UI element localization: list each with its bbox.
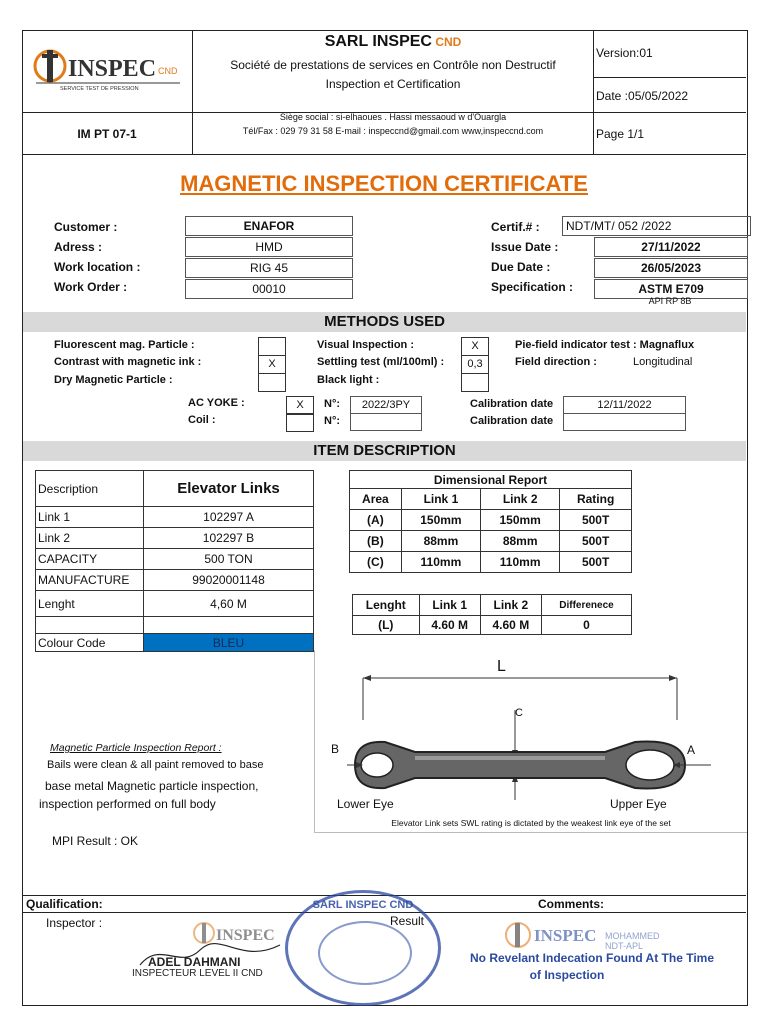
length-cell: 4.60 M bbox=[419, 616, 480, 635]
dimensional-table bbox=[349, 470, 632, 573]
dimensional-title: Dimensional Report bbox=[350, 471, 632, 489]
signer-title: INSPECTEUR LEVEL II CND bbox=[132, 968, 263, 979]
dimensional-cell: 88mm bbox=[481, 531, 560, 552]
dimensional-cell: (C) bbox=[350, 552, 402, 573]
report-title: Magnetic Particle Inspection Report : bbox=[50, 742, 222, 754]
length-header: Lenght bbox=[353, 595, 420, 616]
settling-test-value[interactable]: 0,3 bbox=[461, 355, 489, 374]
dimensional-header: Link 2 bbox=[481, 489, 560, 510]
length-cell: (L) bbox=[353, 616, 420, 635]
item-row-label: Colour Code bbox=[36, 634, 144, 652]
fluorescent-checkbox[interactable] bbox=[258, 337, 286, 356]
issue-date-value: 27/11/2022 bbox=[594, 237, 748, 257]
report-line-3: inspection performed on full body bbox=[39, 797, 216, 811]
item-row-value: BLEU bbox=[144, 634, 314, 652]
company-logo bbox=[30, 36, 185, 98]
item-row bbox=[36, 570, 314, 591]
item-row-value bbox=[144, 617, 314, 634]
adress-label: Adress : bbox=[54, 240, 103, 254]
company-address: Siège social : si-elhaoues . Hassi messaoud w d'Ouargla bbox=[279, 112, 507, 122]
item-row-value: 4,60 M bbox=[144, 591, 314, 617]
dimensional-cell: 150mm bbox=[401, 510, 480, 531]
dimensional-cell: (B) bbox=[350, 531, 402, 552]
dry-particle-label: Dry Magnetic Particle : bbox=[54, 374, 173, 386]
visual-inspection-checkbox[interactable]: X bbox=[461, 337, 489, 356]
contrast-label: Contrast with magnetic ink : bbox=[54, 356, 202, 368]
item-row-label: MANUFACTURE bbox=[36, 570, 144, 591]
visual-inspection-label: Visual Inspection : bbox=[317, 339, 414, 351]
settling-test-label: Settling test (ml/100ml) : bbox=[317, 356, 445, 368]
item-row bbox=[36, 634, 314, 652]
dimensional-row bbox=[350, 552, 632, 573]
item-section-bar bbox=[23, 441, 746, 461]
calibration-label-1: Calibration date bbox=[470, 398, 554, 410]
n-label-1: N°: bbox=[324, 398, 341, 410]
lower-eye-label: Lower Eye bbox=[337, 797, 394, 811]
specification-value-2: API RP 8B bbox=[648, 296, 692, 306]
length-header: Link 2 bbox=[480, 595, 541, 616]
item-row-value: 102297 B bbox=[144, 528, 314, 549]
ac-yoke-label: AC YOKE : bbox=[188, 397, 245, 409]
item-row bbox=[36, 528, 314, 549]
certif-value: NDT/MT/ 052 /2022 bbox=[562, 216, 751, 236]
length-cell: 4.60 M bbox=[480, 616, 541, 635]
issue-date-label: Issue Date : bbox=[491, 240, 559, 254]
item-row bbox=[36, 471, 314, 507]
methods-title: METHODS USED bbox=[324, 313, 445, 330]
methods-section-bar bbox=[23, 312, 746, 332]
report-line-1: Bails were clean & all paint removed to base bbox=[47, 759, 264, 771]
mpi-result: MPI Result : OK bbox=[52, 834, 139, 848]
inspector-label: Inspector : bbox=[46, 916, 103, 930]
dimensional-cell: (A) bbox=[350, 510, 402, 531]
dimensional-cell: 500T bbox=[560, 552, 632, 573]
due-date-value: 26/05/2023 bbox=[594, 258, 748, 278]
company-suffix: CND bbox=[435, 35, 462, 49]
item-row-value: 99020001148 bbox=[144, 570, 314, 591]
fluorescent-label: Fluorescent mag. Particle : bbox=[54, 339, 195, 351]
dimensional-cell: 500T bbox=[560, 531, 632, 552]
item-row-label: Description bbox=[36, 471, 144, 507]
calibration-label-2: Calibration date bbox=[470, 415, 554, 427]
item-row-label: Link 1 bbox=[36, 507, 144, 528]
length-header: Differenece bbox=[541, 595, 631, 616]
dimensional-header: Link 1 bbox=[401, 489, 480, 510]
item-description-table bbox=[35, 470, 314, 652]
company-contact: Tél/Fax : 029 79 31 58 E-mail : inspeccnd@gmail.com www,inspeccnd.com bbox=[242, 126, 544, 136]
comment-line-1: No Revelant Indecation Found At The Time bbox=[469, 951, 715, 965]
result-label: Result bbox=[390, 914, 425, 928]
inspector-signature bbox=[130, 935, 290, 975]
adress-value: HMD bbox=[185, 237, 353, 257]
dimensional-cell: 110mm bbox=[401, 552, 480, 573]
item-row-value: Elevator Links bbox=[144, 471, 314, 507]
company-round-stamp bbox=[285, 890, 441, 1006]
item-title: ITEM DESCRIPTION bbox=[313, 442, 456, 459]
svg-text:INSPEC: INSPEC bbox=[216, 927, 275, 944]
header-divider-version bbox=[593, 77, 746, 78]
report-line-2: base metal Magnetic particle inspection, bbox=[45, 779, 259, 793]
doc-code: IM PT 07-1 bbox=[77, 127, 137, 141]
length-table bbox=[352, 594, 632, 635]
customer-value: ENAFOR bbox=[185, 216, 353, 236]
work-location-value: RIG 45 bbox=[185, 258, 353, 278]
diagram-caption: Elevator Link sets SWL rating is dictated by the weakest link eye of the set bbox=[391, 818, 671, 828]
customer-label: Customer : bbox=[54, 220, 118, 234]
calibration-value-2 bbox=[563, 413, 686, 431]
length-cell: 0 bbox=[541, 616, 631, 635]
coil-label: Coil : bbox=[188, 414, 216, 426]
item-row-label: Lenght bbox=[36, 591, 144, 617]
upper-eye-label: Upper Eye bbox=[610, 797, 667, 811]
item-row bbox=[36, 507, 314, 528]
work-order-value: 00010 bbox=[185, 279, 353, 299]
company-tagline-1: Société de prestations de services en Contrôle non Destructif bbox=[230, 58, 556, 72]
dimensional-header: Area bbox=[350, 489, 402, 510]
certificate-title bbox=[22, 171, 746, 197]
dimensional-row bbox=[350, 531, 632, 552]
item-row bbox=[36, 591, 314, 617]
field-direction-label: Field direction : bbox=[515, 356, 597, 368]
item-row-value: 500 TON bbox=[144, 549, 314, 570]
work-order-label: Work Order : bbox=[54, 280, 128, 294]
dimensional-cell: 110mm bbox=[481, 552, 560, 573]
item-row-value: 102297 A bbox=[144, 507, 314, 528]
due-date-label: Due Date : bbox=[491, 260, 551, 274]
version-label: Version:01 bbox=[596, 46, 653, 60]
page-number: Page 1/1 bbox=[596, 127, 645, 141]
contrast-checkbox[interactable]: X bbox=[258, 355, 286, 374]
n-value-1: 2022/3PY bbox=[350, 396, 422, 414]
length-header: Link 1 bbox=[419, 595, 480, 616]
diagram-label-c: C bbox=[515, 707, 523, 719]
dimensional-cell: 150mm bbox=[481, 510, 560, 531]
dimensional-row bbox=[350, 510, 632, 531]
item-row-label: Link 2 bbox=[36, 528, 144, 549]
header-divider-right bbox=[593, 30, 594, 154]
logo-text: INSPEC bbox=[68, 56, 157, 82]
qualification-label: Qualification: bbox=[26, 897, 103, 911]
specification-value: ASTM E709 bbox=[594, 279, 748, 299]
coil-checkbox[interactable] bbox=[286, 413, 314, 432]
certif-label: Certif.# : bbox=[491, 220, 540, 234]
black-light-checkbox[interactable] bbox=[461, 373, 489, 392]
svg-text:INSPEC: INSPEC bbox=[534, 926, 597, 945]
svg-text:SERVICE TEST DE PRESSION: SERVICE TEST DE PRESSION bbox=[60, 86, 139, 92]
dimensional-cell: 500T bbox=[560, 510, 632, 531]
pie-field-label: Pie-field indicator test : Magnaflux bbox=[515, 339, 695, 351]
item-row bbox=[36, 617, 314, 634]
comments-label: Comments: bbox=[538, 897, 605, 911]
date-label: Date :05/05/2022 bbox=[596, 89, 689, 103]
comment-stamp-text: MOHAMMED NDT-APL bbox=[605, 931, 660, 951]
stamp-inner-ring bbox=[318, 921, 412, 985]
calibration-value-1: 12/11/2022 bbox=[563, 396, 686, 414]
svg-text:CND: CND bbox=[158, 66, 178, 76]
item-row-label bbox=[36, 617, 144, 634]
company-name-block bbox=[193, 33, 593, 51]
stamp-text: SARL INSPEC CND bbox=[312, 899, 414, 911]
diagram-label-b: B bbox=[331, 742, 340, 756]
diagram-label-a: A bbox=[687, 743, 696, 757]
company-name: SARL INSPEC bbox=[324, 33, 432, 50]
ac-yoke-checkbox[interactable]: X bbox=[286, 396, 314, 415]
company-tagline-2: Inspection et Certification bbox=[325, 77, 461, 91]
n-label-2: N°: bbox=[324, 415, 341, 427]
black-light-label: Black light : bbox=[317, 374, 380, 386]
dimensional-header: Rating bbox=[560, 489, 632, 510]
specification-label: Specification : bbox=[491, 280, 574, 294]
item-row-label: CAPACITY bbox=[36, 549, 144, 570]
diagram-label-l: L bbox=[497, 658, 506, 675]
dry-particle-checkbox[interactable] bbox=[258, 373, 286, 392]
work-location-label: Work location : bbox=[54, 260, 141, 274]
dimensional-cell: 88mm bbox=[401, 531, 480, 552]
field-direction-value: Longitudinal bbox=[633, 356, 693, 368]
item-row bbox=[36, 549, 314, 570]
elevator-link-diagram bbox=[314, 650, 747, 833]
n-value-2 bbox=[350, 413, 422, 431]
comment-line-2: of Inspection bbox=[529, 968, 605, 982]
signer-name: ADEL DAHMANI bbox=[148, 955, 241, 969]
certificate-title-text: MAGNETIC INSPECTION CERTIFICATE bbox=[180, 171, 588, 196]
header-divider-bottom bbox=[22, 154, 746, 155]
